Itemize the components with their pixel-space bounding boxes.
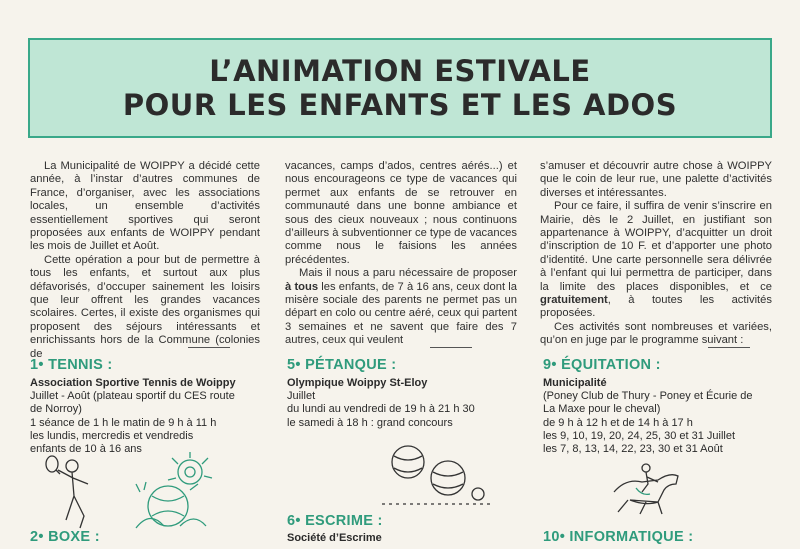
intro-paragraph: Ces activités sont nombreuses et variées, qu’on en juge par le programme suivant :	[540, 320, 772, 347]
text-run: Pour ce faire, il suffira de venir s’inscrire en Mairie, dès le 2 Juillet, en justifiant son appartenance à WOIPPY, d’acquitter un droit d’inscription de 10 F. et d’apporter une photo d’identité. Une carte personnelle sera délivrée à l’enfant qui lui permettra de participer, dans la limite des places disponibles, et ce	[540, 200, 772, 293]
organizer-name: Association Sportive Tennis de Woippy	[30, 377, 236, 389]
text-run: Mais il nous a paru nécessaire de proposer	[299, 267, 517, 280]
info-line: (Poney Club de Thury - Poney et Écurie de	[543, 390, 753, 403]
top-margin	[0, 0, 800, 36]
intro-paragraph: vacances, camps d’ados, centres aérés...) et nous encourageons ce type de vacances qui permet aux enfants de se retrouver en communauté dans une bonne ambiance et sous des cieux nouveaux ; nous continuons d’ailleurs à subventionner ce type de vacances comme nous le faisions les années précédentes.	[285, 160, 517, 266]
intro-column-3	[540, 160, 772, 348]
organizer-name: Olympique Woippy St-Eloy	[287, 377, 428, 389]
info-line: les 9, 10, 19, 20, 24, 25, 30 et 31 Juillet	[543, 429, 736, 442]
organizer-name: Municipalité	[543, 377, 607, 389]
info-line: Juillet - Août (plateau sportif du CES route	[30, 390, 235, 403]
title-line-2: POUR LES ENFANTS ET LES ADOS	[122, 88, 678, 122]
info-line: du lundi au vendredi de 19 h à 21 h 30	[287, 403, 475, 416]
text-run: , à toutes les activités proposées.	[540, 294, 772, 320]
info-line: de 9 h à 12 h et de 14 h à 17 h	[543, 416, 693, 429]
tennis-player-illustration	[40, 450, 220, 532]
section-title-boxe: 2• BOXE :	[30, 529, 100, 545]
horse-rider-illustration	[606, 462, 686, 518]
info-line: les 7, 8, 13, 14, 22, 23, 30 et 31 Août	[543, 443, 723, 456]
title-banner	[28, 38, 772, 138]
intro-paragraph: La Municipalité de WOIPPY a décidé cette année, à l’instar d’autres communes de France, d’organiser, avec les associations locales, un ensemble d’activités essentiellement sportives qui seront proposées aux enfants de WOIPPY pendant les mois de Juillet et Août.	[30, 160, 260, 253]
petanque-balls-illustration	[378, 438, 498, 508]
info-line: enfants de 10 à 16 ans	[30, 443, 142, 456]
section-body-escrime	[287, 532, 382, 545]
intro-paragraph	[285, 267, 517, 347]
section-body-petanque	[287, 377, 527, 430]
section-body-tennis	[30, 377, 270, 456]
info-line: le samedi à 18 h : grand concours	[287, 416, 453, 429]
intro-column-1	[30, 160, 260, 361]
section-title-escrime: 6• ESCRIME :	[287, 513, 383, 529]
intro-paragraph: s’amuser et découvrir autre chose à WOIPPY que le coin de leur rue, une palette d’activités diverses et intéressantes.	[540, 160, 772, 199]
info-line: La Maxe pour le cheval)	[543, 403, 661, 416]
section-title-tennis: 1• TENNIS :	[30, 357, 113, 373]
column-divider	[708, 347, 750, 348]
info-line: Juillet	[287, 390, 316, 403]
section-title-equitation: 9• ÉQUITATION :	[543, 357, 661, 373]
column-divider	[188, 347, 230, 348]
organizer-name: Société d’Escrime	[287, 532, 382, 544]
emphasis-text: gratuitement	[540, 294, 608, 307]
emphasis-text: à tous	[285, 280, 319, 293]
info-line: de Norroy)	[30, 403, 82, 416]
text-run: les enfants, de 7 à 16 ans, ceux dont la misère sociale des parents ne permet pas un départ en colo ou centre aéré, ceux qui partent 3 semaines et ne savent que faire des 7 autres, ceux qui veulent	[285, 280, 517, 347]
column-divider	[430, 347, 472, 348]
info-line: les lundis, mercredis et vendredis	[30, 429, 194, 442]
section-title-informatique: 10• INFORMATIQUE :	[543, 529, 694, 545]
section-body-equitation	[543, 377, 783, 456]
title-line-1: L’ANIMATION ESTIVALE	[209, 54, 591, 88]
intro-paragraph: Cette opération a pour but de permettre à tous les enfants, et surtout aux plus défavorisés, d’occuper sainement les loisirs que leur offrent les grandes vacances scolaires. Certes, il existe des organismes qui proposent des séjours intéressants et enrichissants hors de la Commune (colonies de	[30, 253, 260, 360]
info-line: 1 séance de 1 h le matin de 9 h à 11 h	[30, 416, 217, 429]
section-title-petanque: 5• PÉTANQUE :	[287, 357, 397, 373]
intro-column-2	[285, 160, 517, 348]
intro-paragraph	[540, 200, 772, 321]
